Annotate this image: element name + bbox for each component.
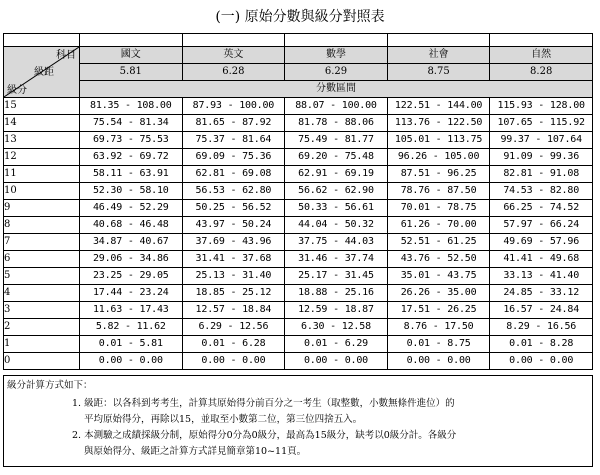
range-cell: 0.01 - 6.28 bbox=[182, 336, 285, 353]
range-cell: 0.00 - 0.00 bbox=[285, 353, 388, 370]
range-cell: 75.54 - 81.34 bbox=[80, 115, 183, 132]
note-1-line-1: 1. 級距：以各科到考考生，計算其原始得分前百分之一考生（取整數，小數無條件進位）的 bbox=[72, 398, 455, 409]
range-cell: 11.63 - 17.43 bbox=[80, 302, 183, 319]
range-cell: 37.69 - 43.96 bbox=[182, 234, 285, 251]
range-cell: 6.29 - 12.56 bbox=[182, 319, 285, 336]
table-row bbox=[4, 353, 593, 370]
range-cell: 81.65 - 87.92 bbox=[182, 115, 285, 132]
table-row bbox=[4, 98, 593, 115]
level-cell: 13 bbox=[4, 132, 80, 149]
level-cell: 6 bbox=[4, 251, 80, 268]
subject-english: 英文 bbox=[182, 47, 285, 64]
range-cell: 0.00 - 0.00 bbox=[490, 353, 593, 370]
notes-heading: 級分計算方式如下： bbox=[7, 380, 93, 391]
range-cell: 69.09 - 75.36 bbox=[182, 149, 285, 166]
table-row bbox=[4, 234, 593, 251]
range-cell: 58.11 - 63.91 bbox=[80, 166, 183, 183]
range-cell: 12.57 - 18.84 bbox=[182, 302, 285, 319]
level-cell: 5 bbox=[4, 268, 80, 285]
range-cell: 70.01 - 78.75 bbox=[387, 200, 490, 217]
range-cell: 43.76 - 52.50 bbox=[387, 251, 490, 268]
avg-science: 8.28 bbox=[490, 64, 593, 81]
band-row bbox=[4, 81, 593, 98]
table-row bbox=[4, 285, 593, 302]
range-cell: 52.30 - 58.10 bbox=[80, 183, 183, 200]
score-table bbox=[3, 33, 593, 370]
subject-row bbox=[4, 47, 593, 64]
subject-social: 社會 bbox=[387, 47, 490, 64]
level-cell: 0 bbox=[4, 353, 80, 370]
level-cell: 1 bbox=[4, 336, 80, 353]
average-row bbox=[4, 64, 593, 81]
range-cell: 37.75 - 44.03 bbox=[285, 234, 388, 251]
table-row bbox=[4, 149, 593, 166]
range-cell: 49.69 - 57.96 bbox=[490, 234, 593, 251]
range-cell: 5.82 - 11.62 bbox=[80, 319, 183, 336]
range-cell: 35.01 - 43.75 bbox=[387, 268, 490, 285]
range-cell: 34.87 - 40.67 bbox=[80, 234, 183, 251]
range-cell: 18.85 - 25.12 bbox=[182, 285, 285, 302]
range-cell: 24.85 - 33.12 bbox=[490, 285, 593, 302]
subject-chinese: 國文 bbox=[80, 47, 183, 64]
range-cell: 99.37 - 107.64 bbox=[490, 132, 593, 149]
range-cell: 61.26 - 70.00 bbox=[387, 217, 490, 234]
range-cell: 23.25 - 29.05 bbox=[80, 268, 183, 285]
level-cell: 4 bbox=[4, 285, 80, 302]
range-cell: 91.09 - 99.36 bbox=[490, 149, 593, 166]
table-row bbox=[4, 217, 593, 234]
range-cell: 82.81 - 91.08 bbox=[490, 166, 593, 183]
level-cell: 11 bbox=[4, 166, 80, 183]
range-cell: 33.13 - 41.40 bbox=[490, 268, 593, 285]
calculation-notes bbox=[3, 375, 593, 467]
range-cell: 57.97 - 66.24 bbox=[490, 217, 593, 234]
note-1-line-2: 平均原始得分，再除以15，並取至小數第二位，第三位四捨五入。 bbox=[84, 414, 363, 425]
range-cell: 8.29 - 16.56 bbox=[490, 319, 593, 336]
range-cell: 62.81 - 69.08 bbox=[182, 166, 285, 183]
table-row bbox=[4, 251, 593, 268]
range-cell: 0.00 - 0.00 bbox=[387, 353, 490, 370]
page-title: (一) 原始分數與級分對照表 bbox=[215, 9, 385, 25]
range-cell: 31.41 - 37.68 bbox=[182, 251, 285, 268]
avg-english: 6.28 bbox=[182, 64, 285, 81]
range-cell: 29.06 - 34.86 bbox=[80, 251, 183, 268]
subject-math: 數學 bbox=[285, 47, 388, 64]
level-cell: 10 bbox=[4, 183, 80, 200]
subject-axis-label: 科目 bbox=[56, 50, 76, 61]
level-cell: 15 bbox=[4, 98, 80, 115]
range-cell: 56.53 - 62.80 bbox=[182, 183, 285, 200]
level-cell: 8 bbox=[4, 217, 80, 234]
avg-math: 6.29 bbox=[285, 64, 388, 81]
range-cell: 0.01 - 8.75 bbox=[387, 336, 490, 353]
level-axis-label: 級分 bbox=[7, 85, 27, 96]
range-cell: 43.97 - 50.24 bbox=[182, 217, 285, 234]
table-row bbox=[4, 319, 593, 336]
level-cell: 12 bbox=[4, 149, 80, 166]
table-row bbox=[4, 183, 593, 200]
range-cell: 69.73 - 75.53 bbox=[80, 132, 183, 149]
range-cell: 52.51 - 61.25 bbox=[387, 234, 490, 251]
range-cell: 122.51 - 144.00 bbox=[387, 98, 490, 115]
range-cell: 66.25 - 74.52 bbox=[490, 200, 593, 217]
score-band-header: 分數區間 bbox=[80, 81, 593, 98]
corner-header bbox=[4, 47, 80, 98]
range-cell: 12.59 - 18.87 bbox=[285, 302, 388, 319]
spacer-row bbox=[4, 34, 593, 47]
range-cell: 115.93 - 128.00 bbox=[490, 98, 593, 115]
note-2-line-2: 與原始得分、級距之計算方式詳見簡章第10~11頁。 bbox=[84, 446, 307, 457]
range-cell: 75.49 - 81.77 bbox=[285, 132, 388, 149]
range-cell: 56.62 - 62.90 bbox=[285, 183, 388, 200]
range-cell: 88.07 - 100.00 bbox=[285, 98, 388, 115]
range-cell: 50.33 - 56.61 bbox=[285, 200, 388, 217]
avg-axis-label: 級距 bbox=[34, 67, 54, 78]
range-cell: 16.57 - 24.84 bbox=[490, 302, 593, 319]
note-2-line-1: 2. 本測驗之成績採級分制，原始得分0分為0級分，最高為15級分，缺考以0級分計。各級分 bbox=[72, 430, 457, 441]
range-cell: 107.65 - 115.92 bbox=[490, 115, 593, 132]
range-cell: 0.00 - 0.00 bbox=[80, 353, 183, 370]
subject-science: 自然 bbox=[490, 47, 593, 64]
range-cell: 0.01 - 5.81 bbox=[80, 336, 183, 353]
range-cell: 75.37 - 81.64 bbox=[182, 132, 285, 149]
level-cell: 2 bbox=[4, 319, 80, 336]
avg-social: 8.75 bbox=[387, 64, 490, 81]
range-cell: 46.49 - 52.29 bbox=[80, 200, 183, 217]
range-cell: 25.13 - 31.40 bbox=[182, 268, 285, 285]
range-cell: 17.44 - 23.24 bbox=[80, 285, 183, 302]
table-row bbox=[4, 200, 593, 217]
range-cell: 18.88 - 25.16 bbox=[285, 285, 388, 302]
range-cell: 8.76 - 17.50 bbox=[387, 319, 490, 336]
range-cell: 105.01 - 113.75 bbox=[387, 132, 490, 149]
table-row bbox=[4, 302, 593, 319]
range-cell: 0.00 - 0.00 bbox=[182, 353, 285, 370]
range-cell: 87.51 - 96.25 bbox=[387, 166, 490, 183]
table-row bbox=[4, 336, 593, 353]
range-cell: 63.92 - 69.72 bbox=[80, 149, 183, 166]
range-cell: 69.20 - 75.48 bbox=[285, 149, 388, 166]
range-cell: 96.26 - 105.00 bbox=[387, 149, 490, 166]
range-cell: 0.01 - 8.28 bbox=[490, 336, 593, 353]
range-cell: 62.91 - 69.19 bbox=[285, 166, 388, 183]
range-cell: 25.17 - 31.45 bbox=[285, 268, 388, 285]
range-cell: 78.76 - 87.50 bbox=[387, 183, 490, 200]
table-row bbox=[4, 115, 593, 132]
level-cell: 7 bbox=[4, 234, 80, 251]
range-cell: 87.93 - 100.00 bbox=[182, 98, 285, 115]
table-row bbox=[4, 132, 593, 149]
range-cell: 26.26 - 35.00 bbox=[387, 285, 490, 302]
avg-chinese: 5.81 bbox=[80, 64, 183, 81]
level-cell: 3 bbox=[4, 302, 80, 319]
range-cell: 50.25 - 56.52 bbox=[182, 200, 285, 217]
range-cell: 41.41 - 49.68 bbox=[490, 251, 593, 268]
range-cell: 74.53 - 82.80 bbox=[490, 183, 593, 200]
range-cell: 81.78 - 88.06 bbox=[285, 115, 388, 132]
level-cell: 9 bbox=[4, 200, 80, 217]
range-cell: 6.30 - 12.58 bbox=[285, 319, 388, 336]
range-cell: 17.51 - 26.25 bbox=[387, 302, 490, 319]
range-cell: 40.68 - 46.48 bbox=[80, 217, 183, 234]
range-cell: 113.76 - 122.50 bbox=[387, 115, 490, 132]
range-cell: 81.35 - 108.00 bbox=[80, 98, 183, 115]
range-cell: 0.01 - 6.29 bbox=[285, 336, 388, 353]
level-cell: 14 bbox=[4, 115, 80, 132]
range-cell: 44.04 - 50.32 bbox=[285, 217, 388, 234]
table-row bbox=[4, 166, 593, 183]
table-row bbox=[4, 268, 593, 285]
range-cell: 31.46 - 37.74 bbox=[285, 251, 388, 268]
